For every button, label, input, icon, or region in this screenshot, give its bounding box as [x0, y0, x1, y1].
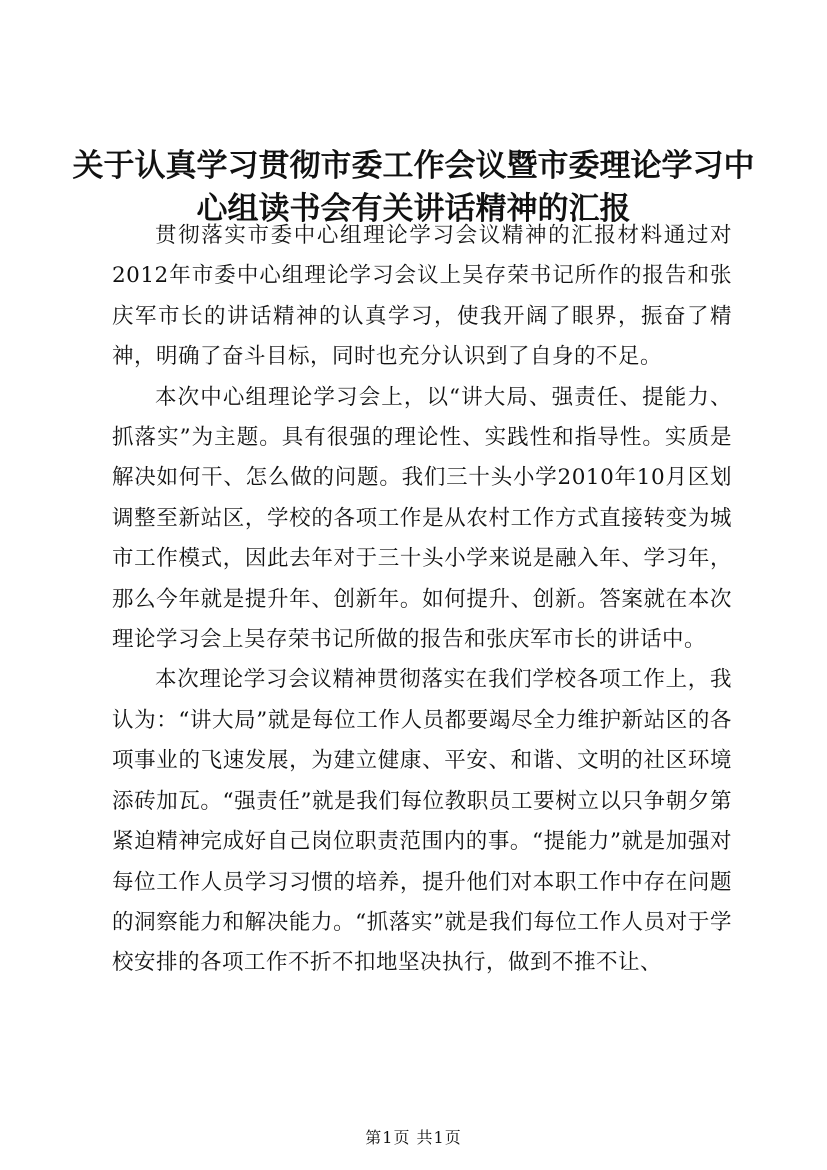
document-title: 关于认真学习贯彻市委工作会议暨市委理论学习中心组读书会有关讲话精神的汇报	[72, 148, 755, 227]
paragraph-1: 贯彻落实市委中心组理论学习会议精神的汇报材料通过对2012年市委中心组理论学习会议上吴存荣书记所作的报告和张庆军市长的讲话精神的认真学习，使我开阔了眼界，振奋了精神，明确了奋斗目标，同时也充分认识到了自身的不足。	[112, 223, 732, 370]
page-number-footer: 第1页 共1页	[365, 1128, 462, 1147]
paragraph-3: 本次理论学习会议精神贯彻落实在我们学校各项工作上，我认为：“讲大局”就是每位工作人员都要竭尽全力维护新站区的各项事业的飞速发展，为建立健康、平安、和谐、文明的社区环境添砖加瓦。“强责任”就是我们每位教职员工要树立以只争朝夕第紧迫精神完成好自己岗位职责范围内的事。“提能力”就是加强对每位工作人员学习习惯的培养，提升他们对本职工作中存在问题的洞察能力和解决能力。“抓落实”就是我们每位工作人员对于学校安排的各项工作不折不扣地坚决执行，做到不推不让、	[112, 667, 732, 976]
paragraph-2: 本次中心组理论学习会上，以“讲大局、强责任、提能力、抓落实”为主题。具有很强的理论性、实践性和指导性。实质是解决如何干、怎么做的问题。我们三十头小学2010年10月区划调整至新站区，学校的各项工作是从农村工作方式直接转变为城市工作模式，因此去年对于三十头小学来说是融入年、学习年，那么今年就是提升年、创新年。如何提升、创新。答案就在本次理论学习会上吴存荣书记所做的报告和张庆军市长的讲话中。	[112, 384, 732, 653]
document-body	[112, 216, 732, 984]
